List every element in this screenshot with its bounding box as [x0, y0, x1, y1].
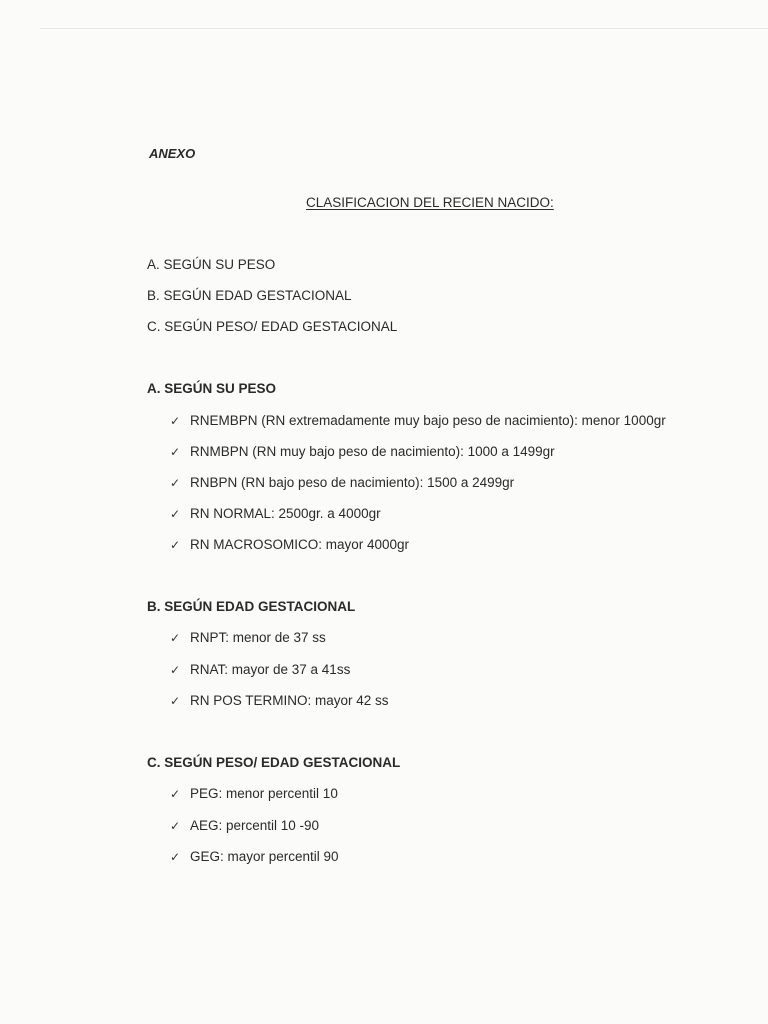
list-item [170, 849, 339, 865]
list-item [170, 475, 514, 491]
annex-label: ANEXO [149, 146, 196, 161]
document-title: CLASIFICACION DEL RECIEN NACIDO: [306, 195, 554, 210]
check-icon: ✓ [170, 850, 181, 864]
list-item-text: RN NORMAL: 2500gr. a 4000gr [190, 506, 381, 521]
check-icon: ✓ [170, 538, 181, 552]
list-item [170, 818, 319, 834]
check-icon: ✓ [170, 694, 181, 708]
section-heading-peso-edad-gestacional: C. SEGÚN PESO/ EDAD GESTACIONAL [147, 755, 401, 770]
page-edge [40, 28, 768, 29]
list-item [170, 537, 409, 553]
list-item [170, 413, 666, 429]
list-item-text: RNPT: menor de 37 ss [190, 630, 326, 645]
check-icon: ✓ [170, 507, 181, 521]
list-item [170, 630, 326, 646]
check-icon: ✓ [170, 476, 181, 490]
list-item-text: AEG: percentil 10 -90 [190, 818, 320, 833]
check-icon: ✓ [170, 414, 181, 428]
index-item: A. SEGÚN SU PESO [147, 257, 276, 272]
list-item-text: PEG: menor percentil 10 [190, 786, 338, 801]
list-item [170, 662, 350, 678]
list-item-text: RNEMBPN (RN extremadamente muy bajo peso de nacimiento): menor 1000gr [190, 413, 666, 428]
list-item-text: RN POS TERMINO: mayor 42 ss [190, 693, 389, 708]
check-icon: ✓ [170, 663, 181, 677]
section-heading-edad-gestacional: B. SEGÚN EDAD GESTACIONAL [147, 599, 356, 614]
list-item-text: RNMBPN (RN muy bajo peso de nacimiento): 1000 a 1499gr [190, 444, 555, 459]
list-item [170, 506, 381, 522]
section-heading-peso: A. SEGÚN SU PESO [147, 381, 277, 396]
list-item-text: RNBPN (RN bajo peso de nacimiento): 1500 a 2499gr [190, 475, 515, 490]
list-item [170, 786, 338, 802]
check-icon: ✓ [170, 445, 181, 459]
list-item-text: RNAT: mayor de 37 a 41ss [190, 662, 351, 677]
check-icon: ✓ [170, 819, 181, 833]
list-item [170, 444, 555, 460]
check-icon: ✓ [170, 631, 181, 645]
list-item-text: GEG: mayor percentil 90 [190, 849, 339, 864]
list-item-text: RN MACROSOMICO: mayor 4000gr [190, 537, 410, 552]
index-item: C. SEGÚN PESO/ EDAD GESTACIONAL [147, 319, 398, 334]
index-item: B. SEGÚN EDAD GESTACIONAL [147, 288, 352, 303]
list-item [170, 693, 389, 709]
check-icon: ✓ [170, 787, 181, 801]
